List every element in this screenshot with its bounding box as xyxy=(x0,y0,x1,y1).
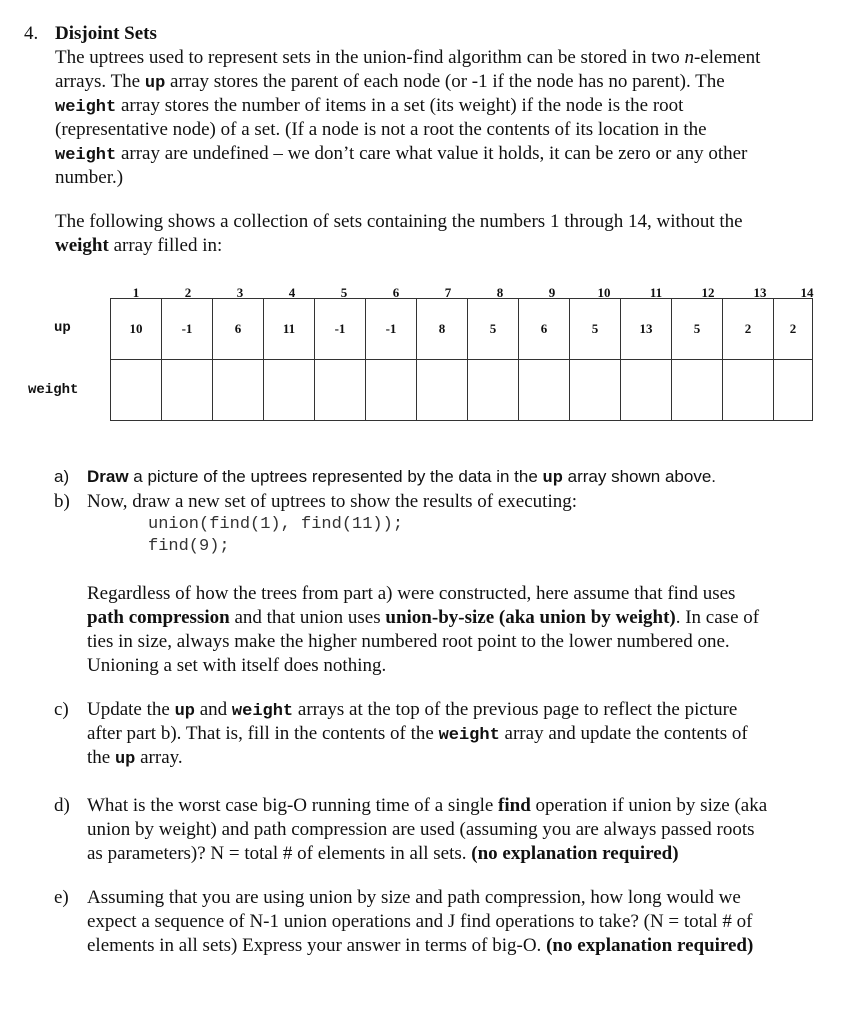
part-e-label: e) xyxy=(54,887,69,908)
up-cell: 10 xyxy=(111,299,162,360)
index-header: 9 xyxy=(548,285,556,300)
weight-cell xyxy=(264,360,315,421)
weight-row xyxy=(111,360,813,421)
code-find: find(9); xyxy=(148,537,230,556)
weight-cell xyxy=(723,360,774,421)
weight-cell xyxy=(111,360,162,421)
part-c-label: c) xyxy=(54,699,69,720)
code-up: up xyxy=(144,74,166,93)
index-header: 5 xyxy=(340,285,348,300)
up-cell: 13 xyxy=(621,299,672,360)
up-row xyxy=(111,299,813,360)
up-cell: 2 xyxy=(723,299,774,360)
up-cell: -1 xyxy=(315,299,366,360)
intro-line-5: weight array are undefined – we don’t care what value it holds, it can be zero or any other xyxy=(55,143,748,165)
assumption-line-2: path compression and that union uses union-by-size (aka union by weight). In case of xyxy=(87,607,760,628)
up-cell: 8 xyxy=(417,299,468,360)
up-cell: -1 xyxy=(162,299,213,360)
part-d-label: d) xyxy=(54,795,70,816)
index-header: 8 xyxy=(496,285,504,300)
weight-cell xyxy=(774,360,813,421)
up-cell: 5 xyxy=(570,299,621,360)
weight-cell xyxy=(672,360,723,421)
weight-cell xyxy=(417,360,468,421)
index-header: 13 xyxy=(753,285,767,300)
index-header: 14 xyxy=(800,285,814,300)
intro-line-2: arrays. The up array stores the parent of each node (or -1 if the node has no parent). The xyxy=(55,71,725,93)
following-line-1: The following shows a collection of sets containing the numbers 1 through 14, without the xyxy=(55,211,743,232)
up-cell: 6 xyxy=(213,299,264,360)
arrays-table xyxy=(110,298,813,421)
assumption-line-3: ties in size, always make the higher numbered root point to the lower numbered one. xyxy=(87,631,730,652)
weight-cell xyxy=(468,360,519,421)
up-cell: 5 xyxy=(468,299,519,360)
problem-title xyxy=(55,22,157,46)
intro-line-1: The uptrees used to represent sets in the union-find algorithm can be stored in two n-element xyxy=(55,47,761,68)
part-c-line-1: Update the up and weight arrays at the top of the previous page to reflect the picture xyxy=(87,699,738,721)
up-cell: 11 xyxy=(264,299,315,360)
weight-cell xyxy=(570,360,621,421)
part-d-line-3: as parameters)? N = total # of elements in all sets. (no explanation required) xyxy=(87,843,679,864)
index-header: 6 xyxy=(392,285,400,300)
assumption-line-1: Regardless of how the trees from part a) were constructed, here assume that find uses xyxy=(87,583,736,604)
weight-cell xyxy=(162,360,213,421)
row-label-weight: weight xyxy=(28,382,79,398)
index-header: 4 xyxy=(288,285,296,300)
part-e-line-1: Assuming that you are using union by size and path compression, how long would we xyxy=(87,887,741,908)
part-e-line-3: elements in all sets) Express your answer in terms of big-O. (no explanation required) xyxy=(87,935,754,956)
part-c-line-3: the up array. xyxy=(87,747,183,769)
intro-line-4: (representative node) of a set. (If a node is not a root the contents of its location in the xyxy=(55,119,707,140)
part-a-label: a) xyxy=(54,467,70,486)
assumption-line-4: Unioning a set with itself does nothing. xyxy=(87,655,387,676)
weight-cell xyxy=(366,360,417,421)
weight-cell xyxy=(315,360,366,421)
index-header: 7 xyxy=(444,285,452,300)
weight-cell xyxy=(621,360,672,421)
part-e-line-2: expect a sequence of N-1 union operations and J find operations to take? (N = total # of xyxy=(87,911,753,932)
index-header: 3 xyxy=(236,285,244,300)
following-line-2: weight array filled in: xyxy=(55,235,223,256)
weight-cell xyxy=(213,360,264,421)
up-cell: 6 xyxy=(519,299,570,360)
part-d-line-2: union by weight) and path compression are used (assuming you are always passed roots xyxy=(87,819,755,840)
index-header: 10 xyxy=(597,285,611,300)
row-label-up: up xyxy=(54,320,71,336)
index-header: 12 xyxy=(701,285,715,300)
code-union: union(find(1), find(11)); xyxy=(148,515,404,534)
part-b-text: Now, draw a new set of uptrees to show the results of executing: xyxy=(87,491,578,512)
code-weight: weight xyxy=(55,98,117,117)
part-b-label: b) xyxy=(54,491,70,512)
index-header: 11 xyxy=(649,285,663,300)
up-cell: 2 xyxy=(774,299,813,360)
part-d-line-1: What is the worst case big-O running time of a single find operation if union by size (aka xyxy=(87,795,768,816)
up-cell: -1 xyxy=(366,299,417,360)
intro-line-3: weight array stores the number of items in a set (its weight) if the node is the root xyxy=(55,95,684,117)
index-header: 2 xyxy=(184,285,192,300)
code-weight: weight xyxy=(55,146,117,165)
part-a-text: Draw a picture of the uptrees represented by the data in the up array shown above. xyxy=(87,467,717,488)
title-text: Disjoint Sets xyxy=(55,23,157,44)
up-cell: 5 xyxy=(672,299,723,360)
part-c-line-2: after part b). That is, fill in the contents of the weight array and update the contents of xyxy=(87,723,748,745)
intro-line-6: number.) xyxy=(55,167,124,188)
weight-cell xyxy=(519,360,570,421)
problem-number: 4. xyxy=(24,23,39,44)
index-header: 1 xyxy=(132,285,140,300)
